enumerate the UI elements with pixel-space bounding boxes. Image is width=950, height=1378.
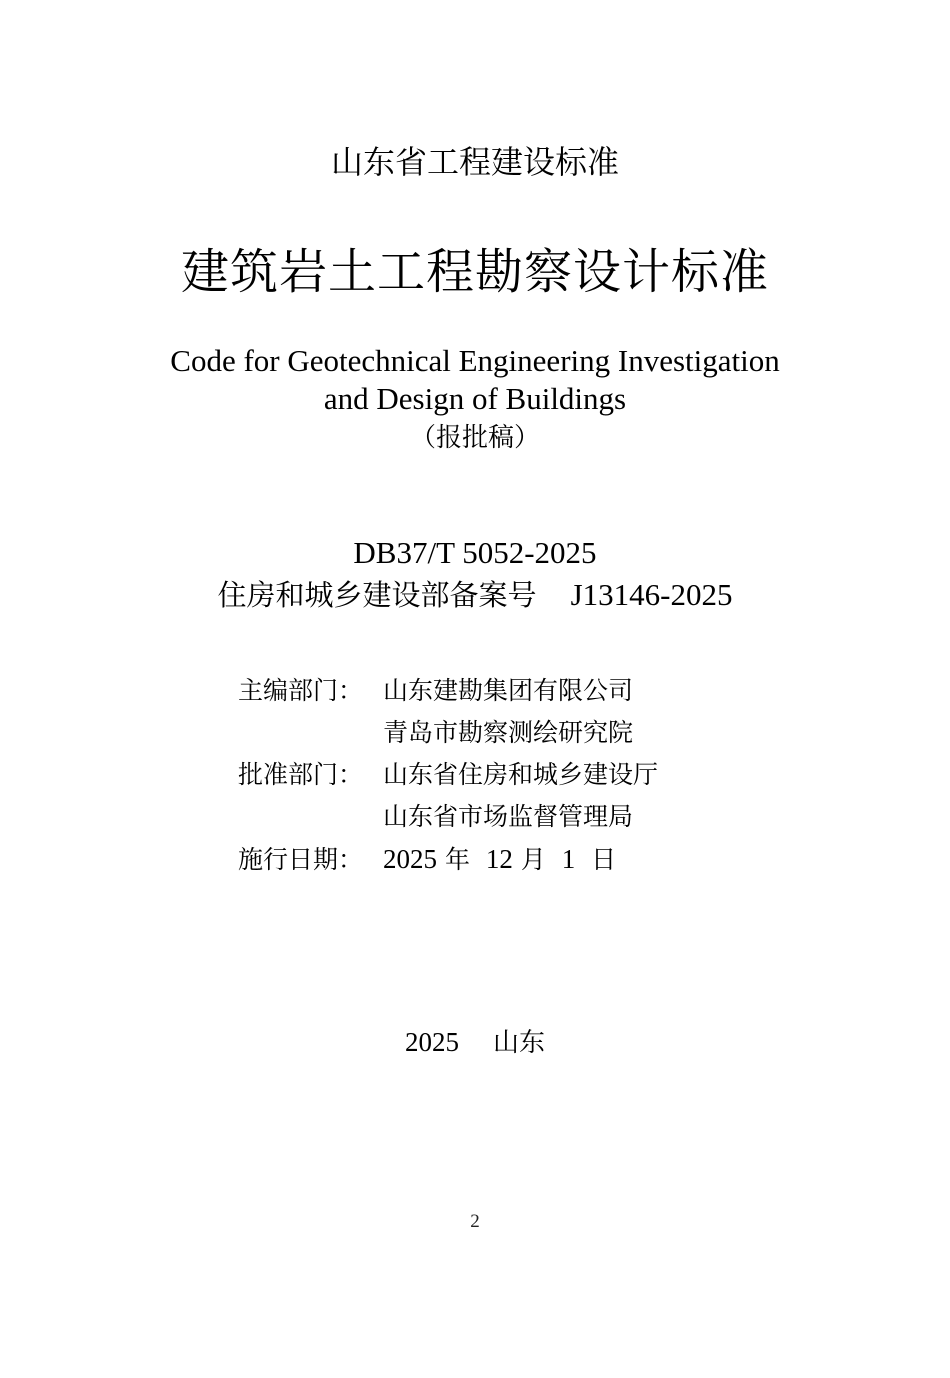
record-label: 住房和城乡建设部备案号: [217, 578, 537, 612]
day-char: 日: [591, 845, 617, 874]
chief-editor-1: 山东建勘集团有限公司: [383, 676, 634, 705]
draft-note: （报批稿）: [409, 423, 540, 453]
effective-date-row: [238, 838, 658, 880]
imprint: [0, 1022, 950, 1063]
chief-editor-label: 主编部门：: [238, 676, 364, 705]
month-char: 月: [520, 845, 546, 874]
series-title: 山东省工程建设标准: [330, 143, 619, 181]
chief-editor-row-2: [238, 712, 658, 754]
imprint-year: 2025: [404, 1027, 459, 1057]
approver-1: 山东省住房和城乡建设厅: [383, 760, 659, 789]
standard-number: DB37/T 5052-2025: [353, 535, 597, 570]
page-number: 2: [470, 1211, 480, 1232]
info-block: [238, 670, 658, 880]
main-title: 建筑岩土工程勘察设计标准: [180, 244, 769, 300]
imprint-place: 山东: [492, 1028, 545, 1058]
year-char: 年: [444, 845, 470, 874]
english-title-line-2: and Design of Buildings: [323, 381, 627, 416]
approver-2: 山东省市场监督管理局: [383, 802, 634, 831]
approver-row: [238, 754, 658, 796]
effective-year: 2025: [383, 844, 437, 874]
record-line: [0, 574, 950, 617]
approver-label: 批准部门：: [238, 760, 364, 789]
record-number: J13146-2025: [570, 577, 733, 612]
effective-day: 1: [561, 844, 576, 874]
chief-editor-row: [238, 670, 658, 712]
english-title: [0, 342, 950, 418]
english-title-line-1: Code for Geotechnical Engineering Investigation: [170, 343, 780, 378]
effective-month: 12: [485, 844, 513, 874]
chief-editor-2: 青岛市勘察测绘研究院: [383, 718, 634, 747]
approver-row-2: [238, 796, 658, 838]
effective-date-label: 施行日期：: [238, 845, 364, 874]
